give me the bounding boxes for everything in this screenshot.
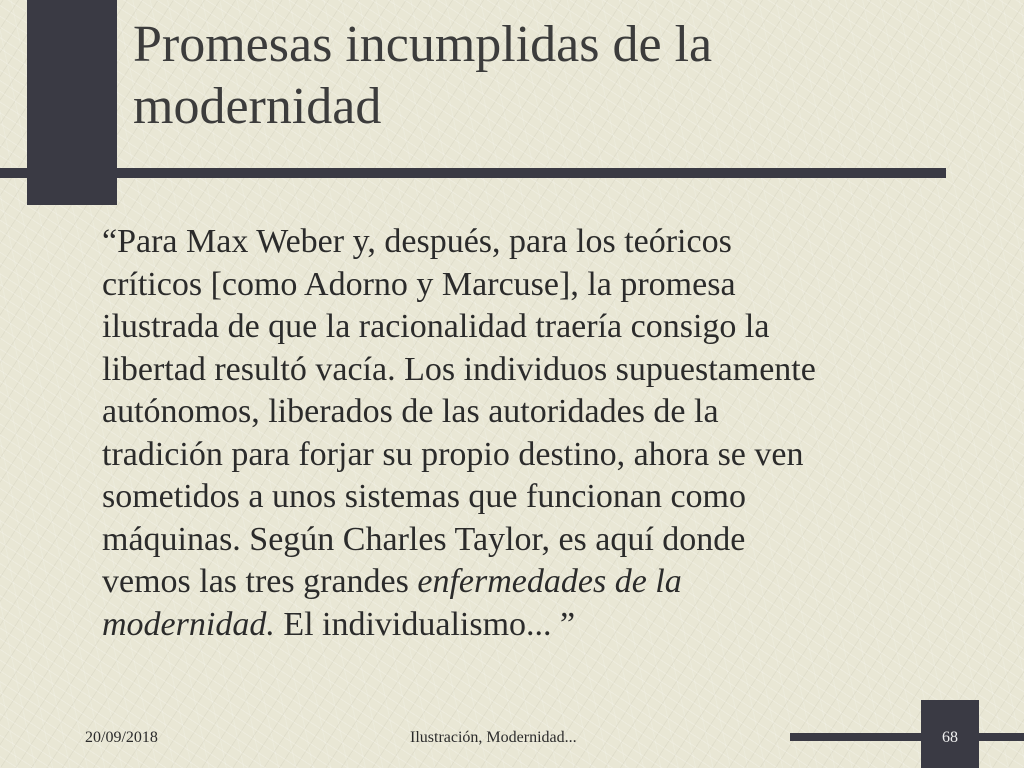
slide-title-line-2: modernidad bbox=[133, 78, 382, 135]
slide-title bbox=[133, 14, 993, 138]
quote-line-9 bbox=[102, 561, 972, 604]
quote-line-7: sometidos a unos sistemas que funcionan como bbox=[102, 478, 747, 515]
quote-line-2: críticos [como Adorno y Marcuse], la promesa bbox=[102, 265, 736, 303]
quote-line-10 bbox=[102, 604, 972, 647]
quote-line-8: máquinas. Según Charles Taylor, es aquí donde bbox=[102, 520, 746, 558]
footer-divider-rule bbox=[790, 733, 1024, 741]
quote-line-9-text: vemos las tres grandes bbox=[102, 563, 418, 600]
quote-body bbox=[102, 221, 972, 646]
quote-line-3: ilustrada de que la racionalidad traería consigo la bbox=[102, 308, 770, 345]
quote-emphasis-part-2: modernidad. bbox=[102, 605, 275, 643]
footer-title: Ilustración, Modernidad... bbox=[410, 729, 577, 746]
quote-line-1: “Para Max Weber y, después, para los teóricos bbox=[102, 223, 732, 260]
quote-line-4: libertad resultó vacía. Los individuos supuestamente bbox=[102, 350, 816, 388]
title-divider-rule bbox=[0, 168, 946, 178]
footer-date: 20/09/2018 bbox=[85, 729, 158, 746]
quote-line-6: tradición para forjar su propio destino, ahora se ven bbox=[102, 435, 804, 473]
quote-line-5: autónomos, liberados de las autoridades de la bbox=[102, 393, 719, 430]
page-number: 68 bbox=[942, 729, 958, 746]
quote-line-10-text: El individualismo... ” bbox=[274, 605, 576, 643]
slide-title-line-1: Promesas incumplidas de la bbox=[133, 16, 713, 73]
quote-emphasis-part-1: enfermedades de la bbox=[417, 563, 682, 600]
